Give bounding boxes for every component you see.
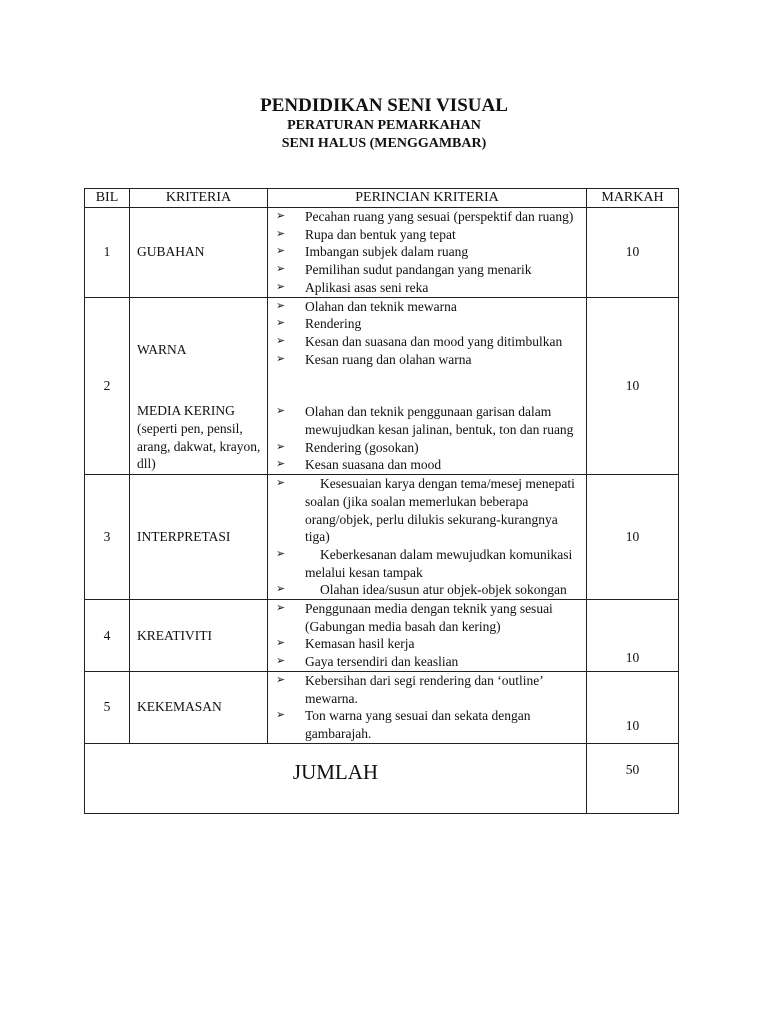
row-perincian	[268, 475, 587, 600]
list-item: ➢ Gaya tersendiri dan keaslian	[276, 654, 459, 670]
row-kriteria: GUBAHAN	[130, 208, 268, 298]
list-item: ➢ Rendering	[276, 316, 362, 332]
table-row	[85, 475, 679, 600]
total-row	[85, 743, 679, 813]
row-perincian	[268, 671, 587, 743]
list-item: ➢ Keberkesanan dalam mewujudkan komunikasi melalui kesan tampak	[276, 546, 573, 580]
arrow-bullet-icon: ➢	[276, 263, 286, 276]
row-perincian	[268, 297, 587, 475]
table-header-row	[85, 189, 679, 208]
page-subtitle-1: PERATURAN PEMARKAHAN	[287, 118, 481, 133]
arrow-bullet-icon: ➢	[276, 709, 286, 722]
arrow-bullet-icon: ➢	[276, 280, 286, 293]
arrow-bullet-icon: ➢	[276, 245, 286, 258]
list-item: ➢ Aplikasi asas seni reka	[276, 279, 429, 295]
header-markah: MARKAH	[587, 189, 679, 208]
header-perincian: PERINCIAN KRITERIA	[268, 189, 587, 208]
arrow-bullet-icon: ➢	[276, 210, 286, 222]
list-item: ➢ Rupa dan bentuk yang tepat	[276, 226, 456, 242]
list-item: ➢ Kemasan hasil kerja	[276, 636, 415, 652]
row-kriteria: INTERPRETASI	[130, 475, 268, 600]
total-label: JUMLAH	[85, 743, 587, 813]
row-markah: 10	[587, 600, 679, 672]
table-row	[85, 297, 679, 475]
arrow-bullet-icon: ➢	[276, 334, 286, 347]
arrow-bullet-icon: ➢	[276, 440, 286, 453]
table-row	[85, 208, 679, 298]
total-value: 50	[587, 743, 679, 813]
list-item: ➢ Kesan dan suasana dan mood yang ditimbulkan	[276, 333, 563, 349]
row-markah: 10	[587, 475, 679, 600]
header-kriteria: KRITERIA	[130, 189, 268, 208]
arrow-bullet-icon: ➢	[276, 405, 286, 418]
arrow-bullet-icon: ➢	[276, 317, 286, 330]
arrow-bullet-icon: ➢	[276, 637, 286, 650]
arrow-bullet-icon: ➢	[276, 458, 286, 471]
row-bil: 5	[85, 671, 130, 743]
arrow-bullet-icon: ➢	[276, 477, 286, 490]
list-item: ➢ Pemilihan sudut pandangan yang menarik	[276, 262, 532, 278]
table-row	[85, 600, 679, 672]
row-bil: 1	[85, 208, 130, 298]
list-item: ➢ Pecahan ruang yang sesuai (perspektif dan ruang)	[276, 209, 574, 224]
arrow-bullet-icon: ➢	[276, 352, 286, 365]
table-row	[85, 671, 679, 743]
row-bil: 4	[85, 600, 130, 672]
row-perincian	[268, 600, 587, 672]
page-subtitle-2: SENI HALUS (MENGGAMBAR)	[281, 136, 487, 151]
kriteria-warna: WARNA	[137, 341, 187, 357]
row-bil: 2	[85, 297, 130, 475]
arrow-bullet-icon: ➢	[276, 655, 286, 668]
arrow-bullet-icon: ➢	[276, 602, 286, 615]
row-kriteria: KEKEMASAN	[130, 671, 268, 743]
list-item: ➢ Ton warna yang sesuai dan sekata dengan gambarajah.	[276, 708, 531, 741]
list-item: ➢ Olahan dan teknik mewarna	[276, 298, 457, 314]
arrow-bullet-icon: ➢	[276, 673, 286, 686]
arrow-bullet-icon: ➢	[276, 227, 286, 240]
list-item: ➢ Olahan idea/susun atur objek-objek sokongan	[276, 582, 567, 598]
marking-table	[84, 188, 679, 814]
row-markah: 10	[587, 208, 679, 298]
list-item: ➢ Kebersihan dari segi rendering dan ‘outline’ mewarna.	[276, 672, 543, 706]
arrow-bullet-icon: ➢	[276, 547, 286, 560]
list-item: ➢ Kesesuaian karya dengan tema/mesej menepati soalan (jika soalan memerlukan beberapa orang/objek, perlu dilukis sekurang-kurangnya tiga)	[276, 476, 575, 545]
row-perincian	[268, 208, 587, 298]
kriteria-media-kering: MEDIA KERING (seperti pen, pensil, arang, dakwat, krayon, dll)	[137, 403, 261, 472]
list-item: ➢ Kesan ruang dan olahan warna	[276, 351, 472, 367]
row-markah: 10	[587, 671, 679, 743]
list-item: ➢ Penggunaan media dengan teknik yang sesuai (Gabungan media basah dan kering)	[276, 601, 553, 634]
arrow-bullet-icon: ➢	[276, 583, 286, 596]
header-bil: BIL	[85, 189, 130, 208]
row-kriteria	[130, 297, 268, 475]
page-title: PENDIDIKAN SENI VISUAL	[260, 95, 508, 116]
row-bil: 3	[85, 475, 130, 600]
list-item: ➢ Imbangan subjek dalam ruang	[276, 244, 469, 260]
row-kriteria: KREATIVITI	[130, 600, 268, 672]
list-item: ➢ Kesan suasana dan mood	[276, 457, 442, 473]
arrow-bullet-icon: ➢	[276, 299, 286, 312]
row-markah: 10	[587, 297, 679, 475]
list-item: ➢ Olahan dan teknik penggunaan garisan dalam mewujudkan kesan jalinan, bentuk, ton dan ruang	[276, 404, 574, 438]
list-item: ➢ Rendering (gosokan)	[276, 439, 419, 455]
